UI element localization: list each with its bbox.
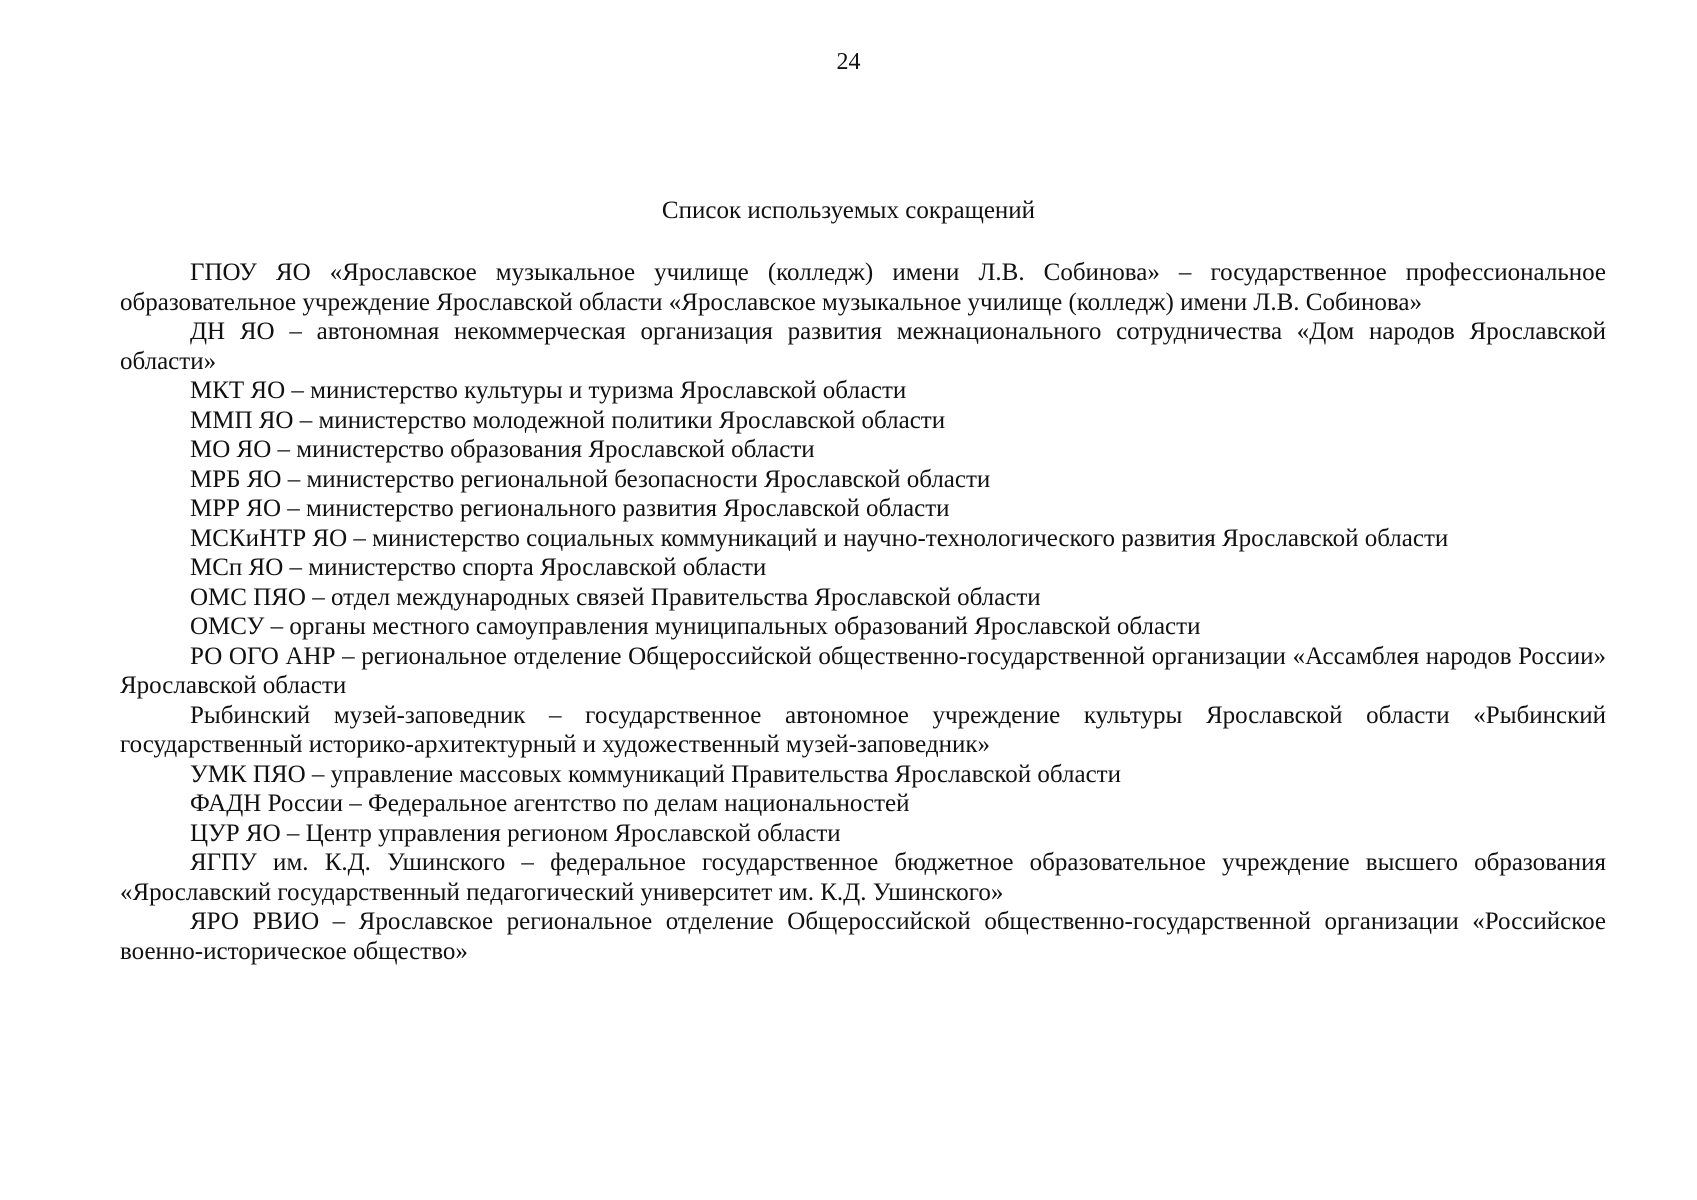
page-title: Список используемых сокращений — [661, 197, 1036, 224]
abbreviation-entry: ОМС ПЯО – отдел международных связей Правительства Ярославской области — [190, 583, 1041, 611]
abbreviation-entry: ДН ЯО – автономная некоммерческая организация развития межнационального сотрудничества «Дом народов Ярославской области» — [120, 318, 1606, 375]
abbreviation-entry: Рыбинский музей-заповедник – государственное автономное учреждение культуры Ярославской области «Рыбинский государственный историко-архитектурный и художественный музей-заповедник» — [120, 701, 1606, 758]
abbreviation-entry: ГПОУ ЯО «Ярославское музыкальное училище (колледж) имени Л.В. Собинова» – государственное профессиональное образовательное учреждение Ярославской области «Ярославское музыкальное училище (колледж) имени Л.В. Собинова» — [120, 259, 1606, 316]
abbreviation-entry: МКТ ЯО – министерство культуры и туризма Ярославской области — [190, 377, 907, 404]
abbreviation-entry: ЦУР ЯО – Центр управления регионом Ярославской области — [190, 819, 841, 847]
abbreviation-entry: УМК ПЯО – управление массовых коммуникаций Правительства Ярославской области — [190, 760, 1121, 788]
page-number: 24 — [836, 49, 861, 75]
abbreviation-entry: МСп ЯО – министерство спорта Ярославской области — [190, 554, 767, 581]
abbreviation-entry: РО ОГО АНР – региональное отделение Общероссийской общественно-государственной организации «Ассамблея народов России» Ярославской области — [120, 642, 1606, 699]
abbreviation-entry: МО ЯО – министерство образования Ярославской области — [190, 436, 815, 463]
abbreviation-entry: ММП ЯО – министерство молодежной политики Ярославской области — [190, 406, 946, 434]
abbreviation-entry: ЯРО РВИО – Ярославское региональное отделение Общероссийской общественно-государственной организации «Российское военно-историческое общество» — [120, 908, 1606, 965]
abbreviations-list — [120, 258, 1606, 966]
abbreviation-entry: МСКиНТР ЯО – министерство социальных коммуникаций и научно-технологического развития Ярославской области — [190, 524, 1449, 552]
abbreviation-entry: МРР ЯО – министерство регионального развития Ярославской области — [190, 495, 950, 522]
abbreviation-entry: ЯГПУ им. К.Д. Ушинского – федеральное государственное бюджетное образовательное учреждение высшего образования «Ярославский государственный педагогический университет им. К.Д. Ушинского» — [120, 849, 1606, 906]
abbreviation-entry: ОМСУ – органы местного самоуправления муниципальных образований Ярославской области — [190, 613, 1201, 640]
abbreviation-entry: МРБ ЯО – министерство региональной безопасности Ярославской области — [190, 465, 991, 493]
abbreviation-entry: ФАДН России – Федеральное агентство по делам национальностей — [190, 790, 910, 817]
